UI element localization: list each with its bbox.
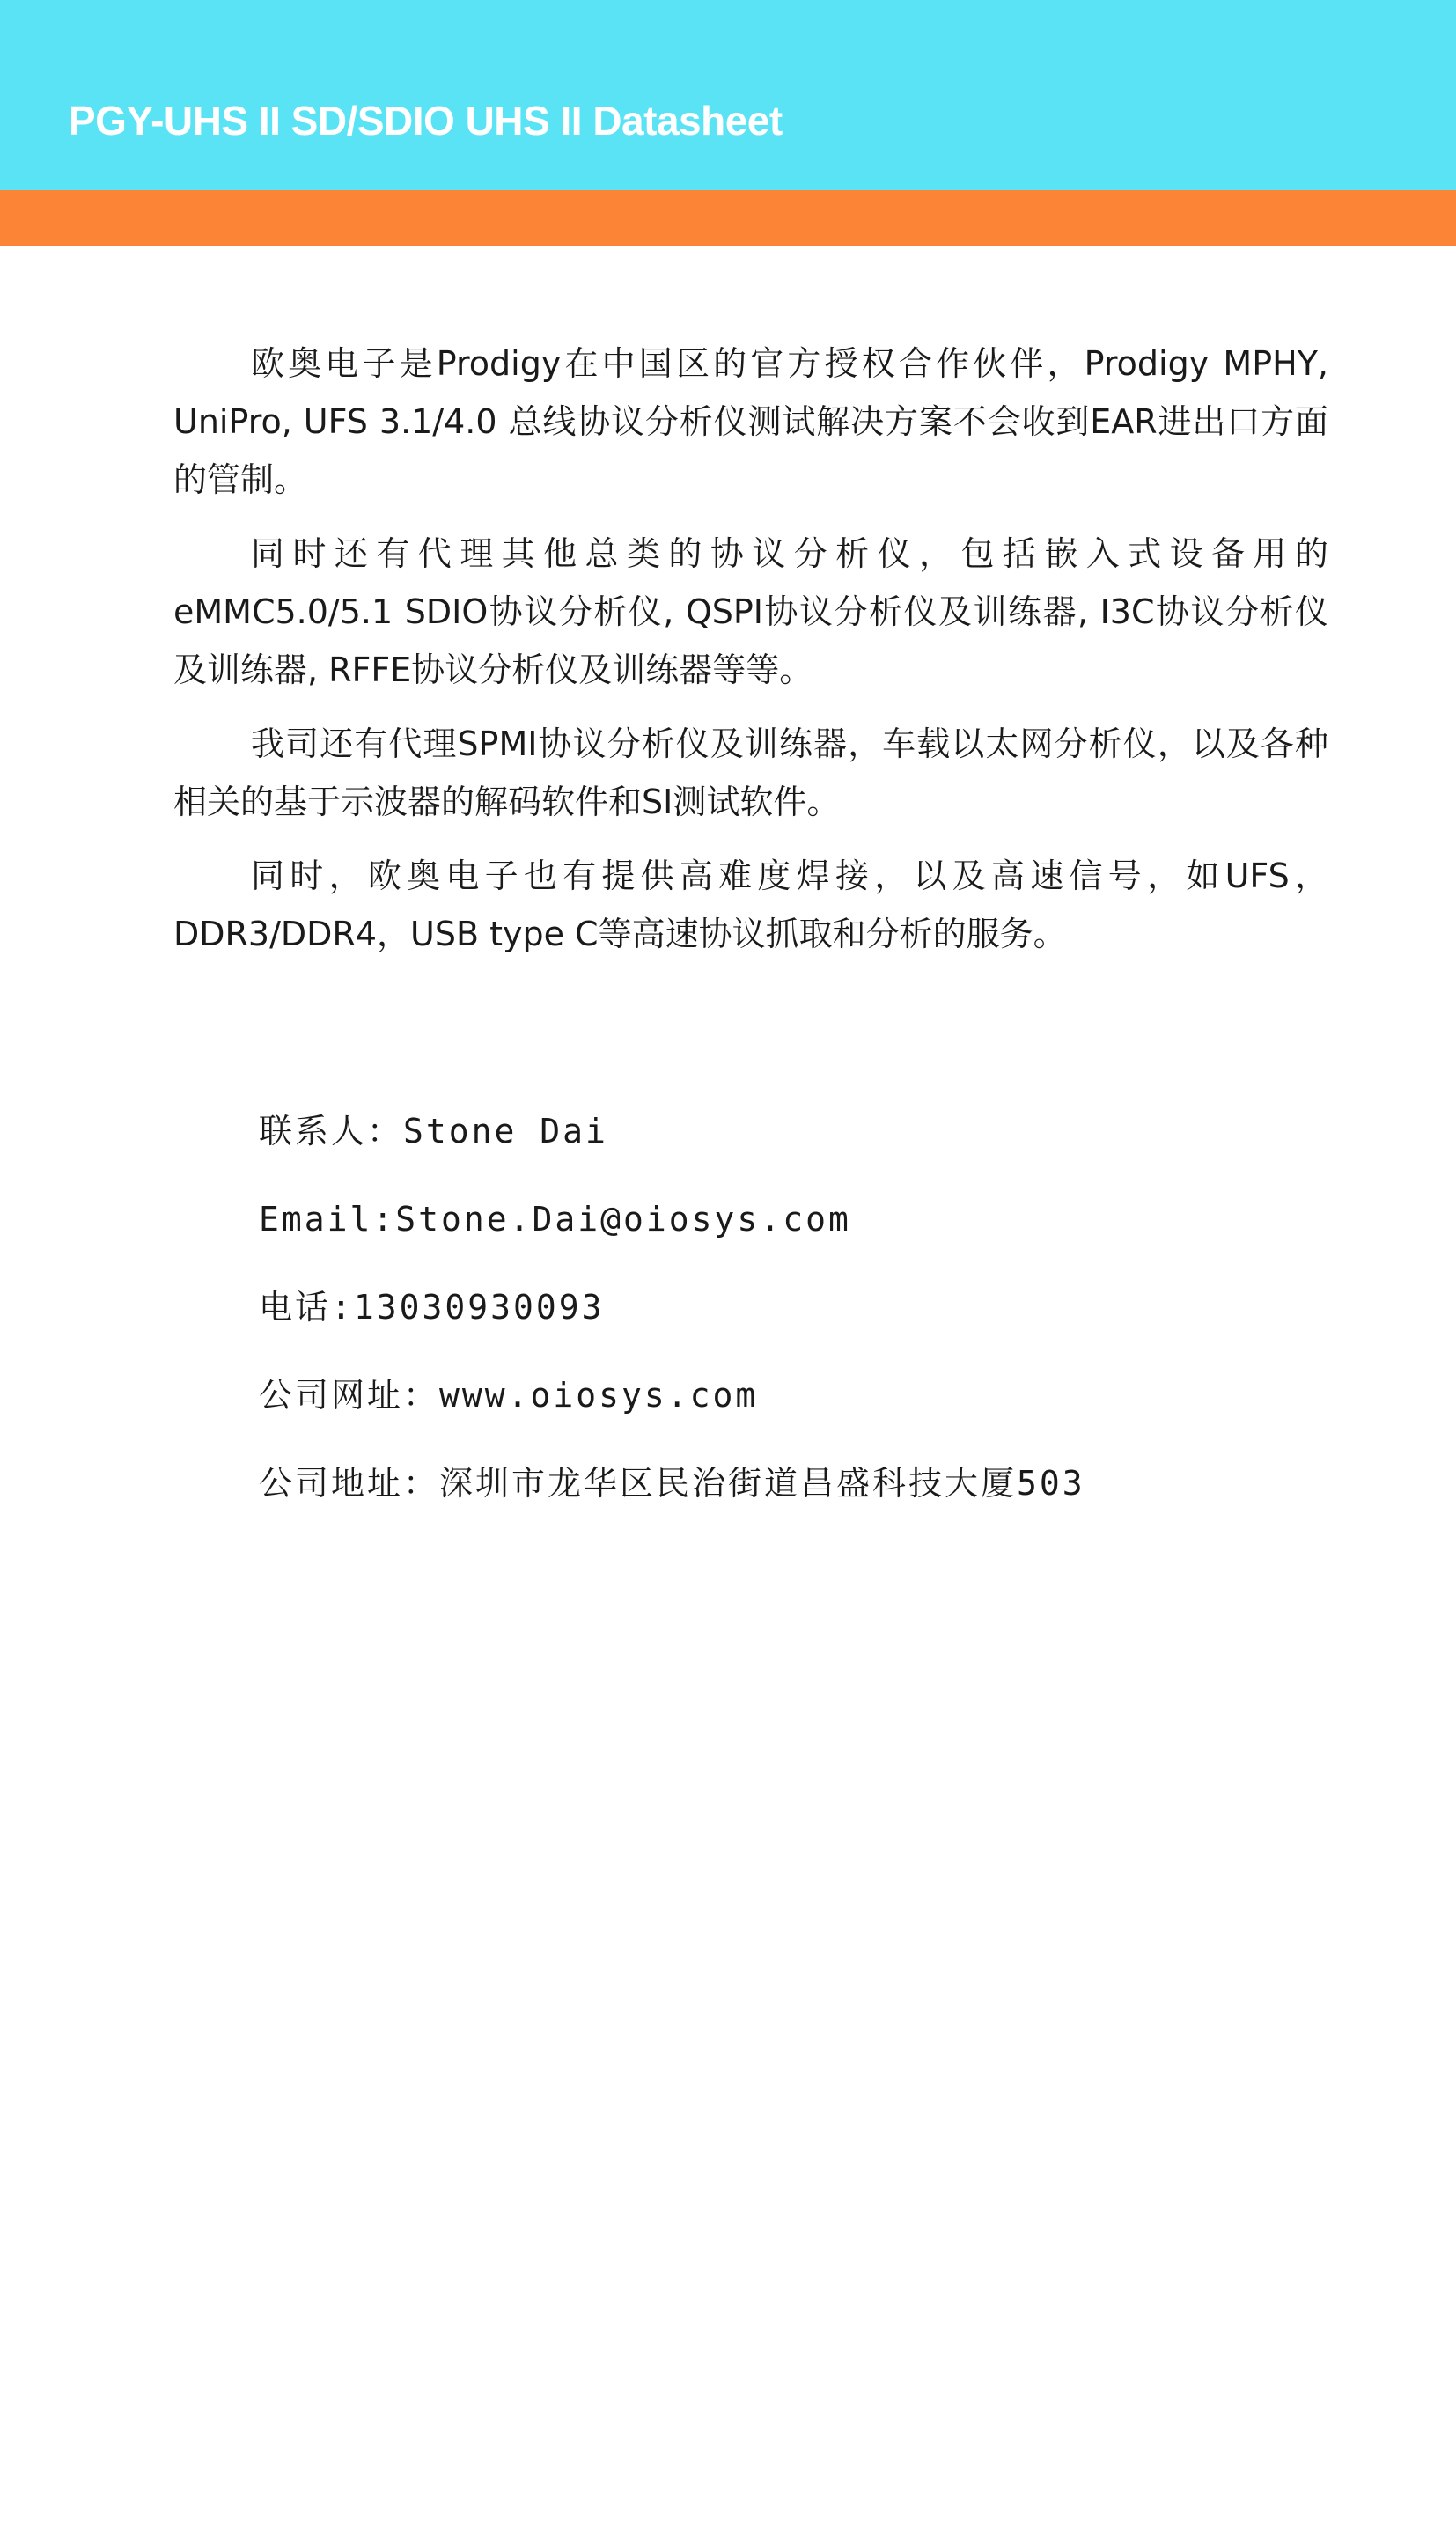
document-title: PGY-UHS II SD/SDIO UHS II Datasheet bbox=[69, 98, 783, 143]
contact-website[interactable]: 公司网址：www.oiosys.com bbox=[259, 1376, 759, 1415]
contact-address: 公司地址：深圳市龙华区民治街道昌盛科技大厦503 bbox=[259, 1464, 1085, 1503]
paragraph-products: 同时还有代理其他总类的协议分析仪，包括嵌入式设备用的eMMC5.0/5.1 SDIO协议分析仪, QSPI协议分析仪及训练器, I3C协议分析仪及训练器, RFFE协议分析仪及训练器等等。 bbox=[173, 534, 1328, 689]
accent-band bbox=[0, 190, 1456, 246]
body-text bbox=[173, 335, 1328, 979]
contact-email[interactable]: Email:Stone.Dai@oiosys.com bbox=[259, 1200, 851, 1239]
paragraph-intro: 欧奥电子是Prodigy在中国区的官方授权合作伙伴，Prodigy MPHY, UniPro, UFS 3.1/4.0 总线协议分析仪测试解决方案不会收到EAR进出口方面的管制。 bbox=[173, 344, 1328, 499]
contact-person: 联系人：Stone Dai bbox=[259, 1112, 608, 1151]
paragraph-spmi: 我司还有代理SPMI协议分析仪及训练器，车载以太网分析仪，以及各种相关的基于示波器的解码软件和SI测试软件。 bbox=[173, 724, 1328, 821]
paragraph-services: 同时，欧奥电子也有提供高难度焊接，以及高速信号，如UFS，DDR3/DDR4，USB type C等高速协议抓取和分析的服务。 bbox=[173, 857, 1328, 953]
header-band bbox=[0, 0, 1456, 190]
contact-block bbox=[259, 1107, 1315, 1548]
contact-phone: 电话:13030930093 bbox=[259, 1288, 605, 1327]
